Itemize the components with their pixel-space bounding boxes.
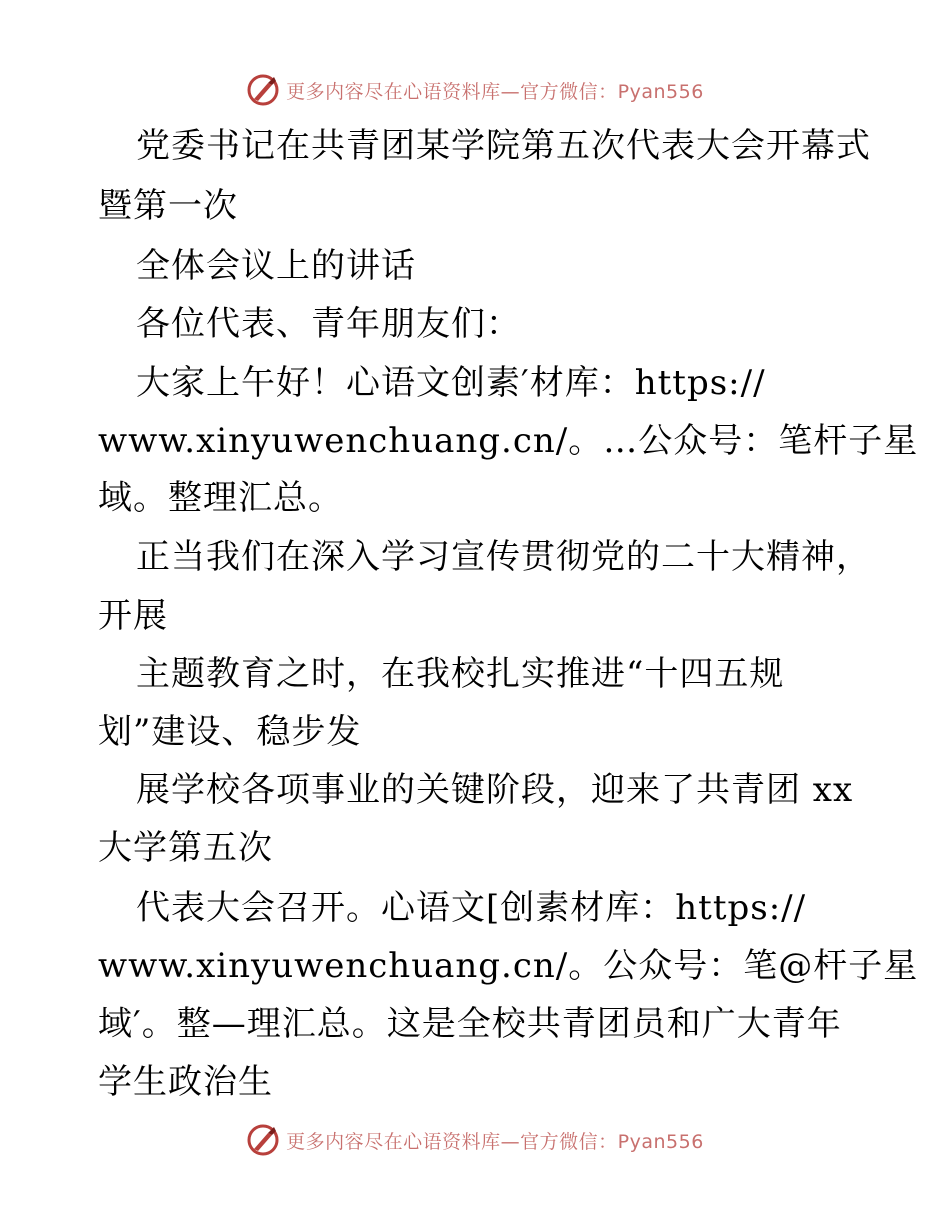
doc-line: 各位代表、青年朋友们： xyxy=(136,304,521,344)
footer-watermark-banner xyxy=(0,1120,950,1160)
header-banner-text: 更多内容尽在心语资料库—官方微信：Pyan556 xyxy=(286,80,704,103)
footer-banner-text: 更多内容尽在心语资料库—官方微信：Pyan556 xyxy=(286,1130,704,1153)
header-watermark-banner xyxy=(0,70,950,110)
doc-line: www.xinyuwenchuang.cn/。公众号：笔@杆子星 xyxy=(98,946,919,986)
doc-line: 暨第一次 xyxy=(98,186,238,226)
doc-line: 党委书记在共青团某学院第五次代表大会开幕式 xyxy=(136,126,871,166)
quill-pen-logo-icon xyxy=(246,73,280,107)
doc-line: 划”建设、稳步发 xyxy=(98,712,362,752)
doc-line: 大家上午好！心语文创素′材库：https:// xyxy=(136,363,766,403)
doc-line: www.xinyuwenchuang.cn/。…公众号：笔杆子星 xyxy=(98,421,919,461)
doc-line: 开展 xyxy=(98,596,168,636)
doc-line: 大学第五次 xyxy=(98,828,273,868)
doc-line: 代表大会召开。心语文[创素材库：https:// xyxy=(136,888,807,928)
quill-pen-logo-icon xyxy=(246,1123,280,1157)
doc-line: 域′。整—理汇总。这是全校共青团员和广大青年 xyxy=(98,1004,842,1044)
doc-line: 展学校各项事业的关键阶段，迎来了共青团 xx xyxy=(136,770,854,810)
doc-line: 主题教育之时，在我校扎实推进“十四五规 xyxy=(136,654,785,694)
doc-line: 学生政治生 xyxy=(98,1062,273,1102)
doc-line: 全体会议上的讲话 xyxy=(136,246,416,286)
doc-line: 域。整理汇总。 xyxy=(98,478,343,518)
doc-line: 正当我们在深入学习宣传贯彻党的二十大精神， xyxy=(136,537,871,577)
